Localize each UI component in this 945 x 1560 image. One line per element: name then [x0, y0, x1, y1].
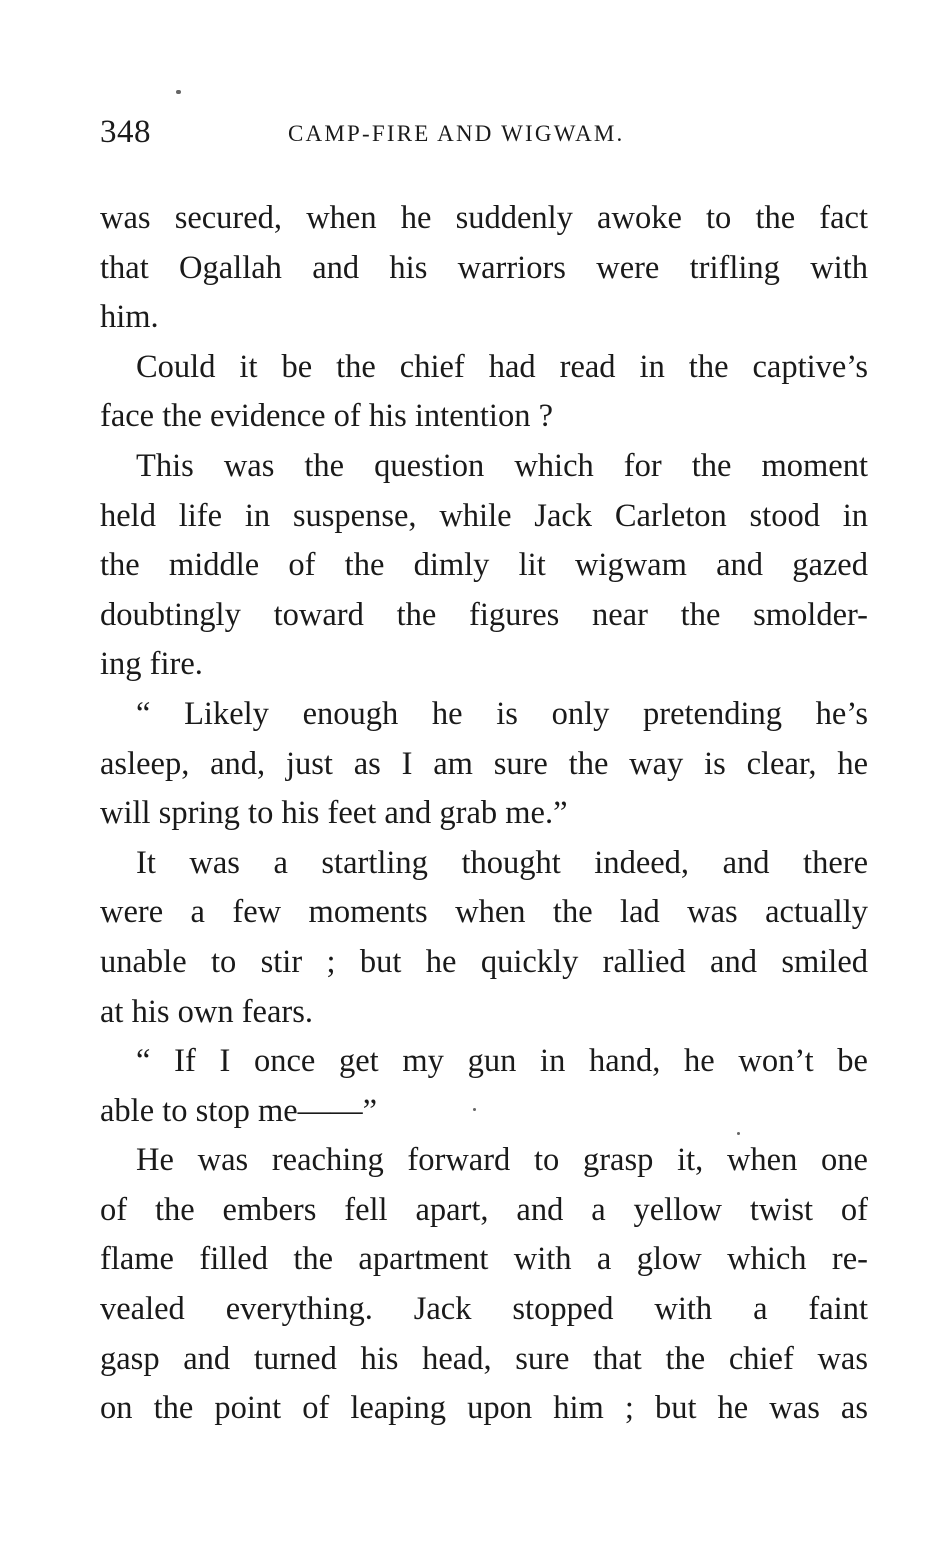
text-line: ing fire. [100, 646, 203, 683]
text-line: “ If I once get my gun in hand, he won’t be [136, 1043, 868, 1080]
text-line: at his own fears. [100, 993, 313, 1030]
text-line: He was reaching forward to grasp it, when one [136, 1142, 868, 1179]
ink-speck [176, 90, 181, 94]
text-line: was secured, when he suddenly awoke to the fact [100, 200, 868, 236]
text-line: the middle of the dimly lit wigwam and gazed [100, 547, 868, 584]
text-line: that Ogallah and his warriors were trifling with [100, 249, 868, 286]
running-head [100, 112, 870, 152]
body-text [100, 194, 868, 1434]
text-line: of the embers fell apart, and a yellow twist of [100, 1191, 868, 1228]
text-line: Could it be the chief had read in the captive’s [136, 348, 868, 385]
text-line: asleep, and, just as I am sure the way is clear, he [100, 745, 868, 782]
text-line: flame filled the apartment with a glow which re- [100, 1241, 868, 1278]
page-number: 348 [100, 114, 151, 150]
text-line: face the evidence of his intention ? [100, 398, 554, 435]
text-line: will spring to his feet and grab me.” [100, 795, 568, 832]
text-line: unable to stir ; but he quickly rallied and smiled [100, 943, 868, 980]
text-line: able to stop me——” [100, 1092, 378, 1129]
text-line: were a few moments when the lad was actually [100, 894, 868, 931]
running-title: CAMP-FIRE AND WIGWAM. [288, 121, 625, 146]
text-line: This was the question which for the moment [136, 447, 868, 484]
text-line: vealed everything. Jack stopped with a faint [100, 1291, 868, 1328]
text-line: held life in suspense, while Jack Carleton stood in [100, 497, 868, 534]
text-line: It was a startling thought indeed, and there [136, 844, 868, 881]
text-line: doubtingly toward the figures near the smolder- [100, 596, 868, 633]
text-line: on the point of leaping upon him ; but he was as [100, 1390, 868, 1427]
text-line: “ Likely enough he is only pretending he’s [136, 695, 868, 732]
text-line: him. [100, 299, 159, 336]
text-line: gasp and turned his head, sure that the chief was [100, 1340, 868, 1377]
